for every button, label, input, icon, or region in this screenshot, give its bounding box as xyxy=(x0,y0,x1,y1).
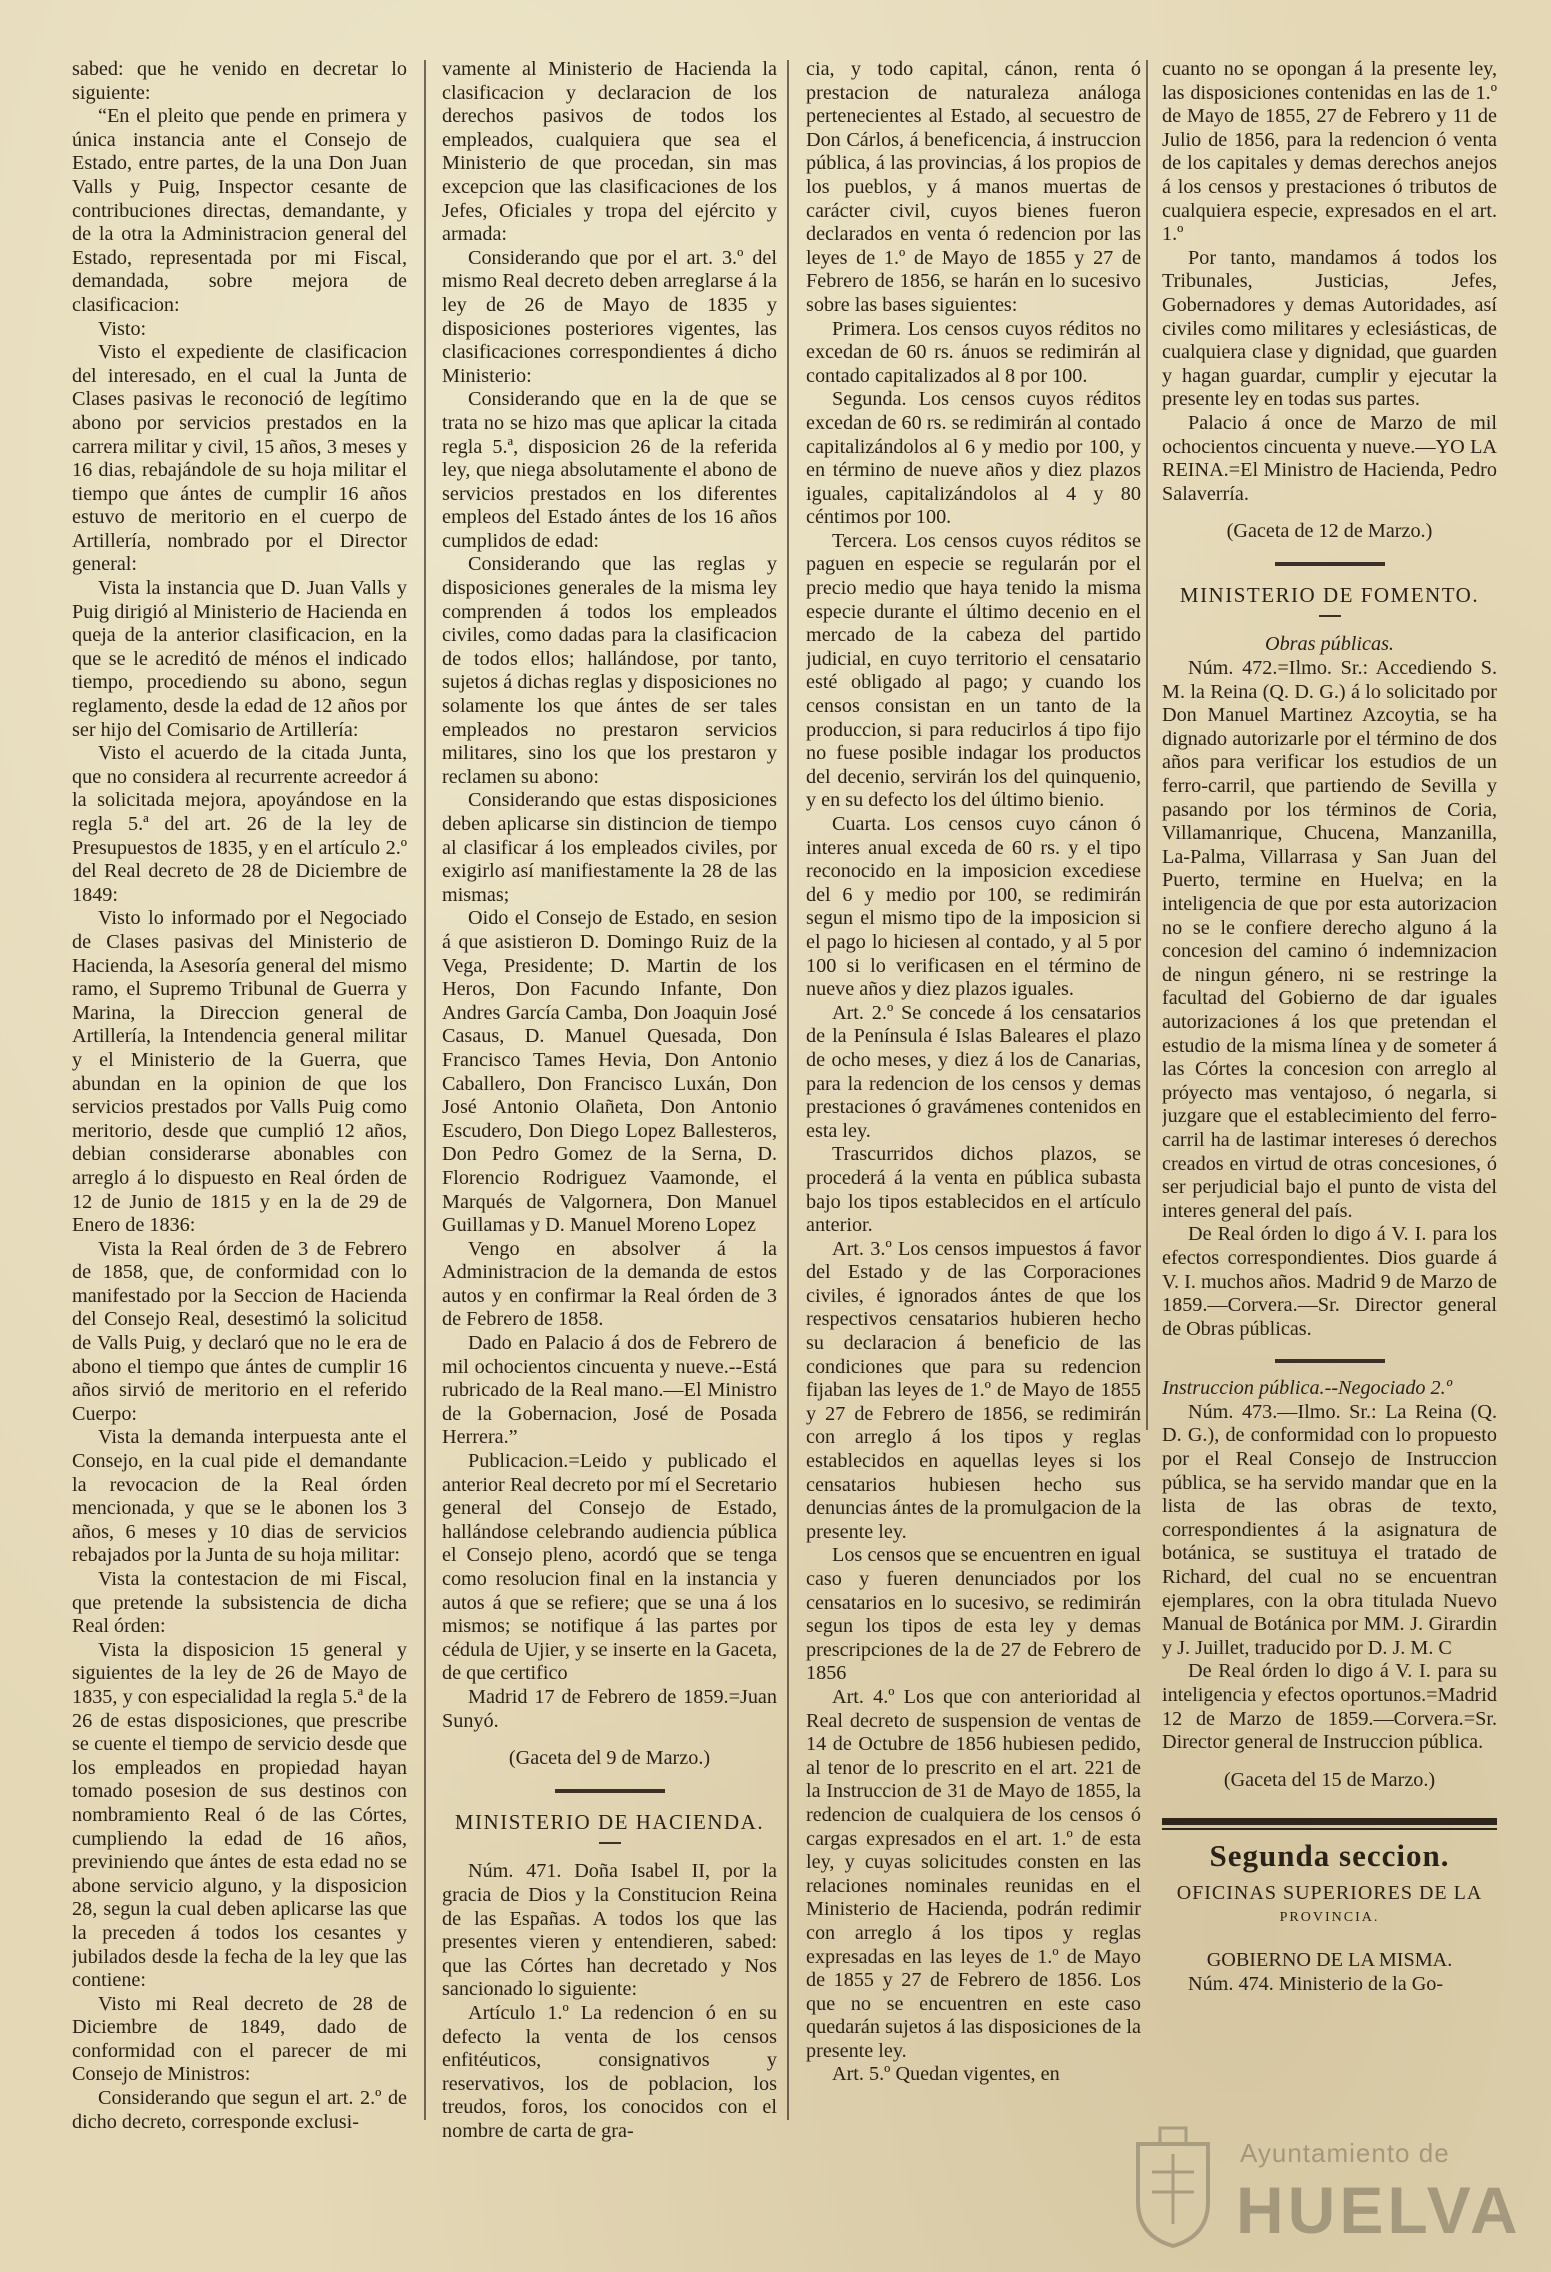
paragraph: De Real órden lo digo á V. I. para los efectos correspondientes. Dios guarde á V. I. muchos años. Madrid 9 de Marzo de 1859.—Corvera.—Sr. Director general de Obras públicas. xyxy=(1162,1223,1497,1340)
gaceta-reference: (Gaceta del 9 de Marzo.) xyxy=(508,1747,711,1770)
double-rule-thick xyxy=(1162,1818,1497,1825)
subsection-heading: Instruccion pública.--Negociado 2.º xyxy=(1162,1377,1452,1400)
paragraph: sabed: que he venido en decretar lo siguiente: xyxy=(72,58,407,104)
coat-of-arms-icon xyxy=(1130,2124,1216,2250)
paragraph: Primera. Los censos cuyos réditos no excedan de 60 rs. ánuos se redimirán al contado capitalizados al 8 por 100. xyxy=(806,317,1141,387)
column-3 xyxy=(806,58,1141,2162)
date-signature: Madrid 17 de Febrero de 1859.=Juan Sunyó. xyxy=(442,1685,777,1732)
paragraph: Cuarta. Los censos cuyo cánon ó interes anual exceda de 60 rs. y el tipo reconocido en la imposicion excediese del 6 y medio por 100, se redimirán segun el mismo tipo de la imposicion si el pago lo hiciesen al contado, y al 5 por 100 si lo verificasen en el término de nueve años y diez plazos iguales. xyxy=(806,813,1141,1001)
paragraph: Vista la disposicion 15 general y siguientes de la ley de 26 de Mayo de 1835, y con especialidad la regla 5.ª de la 26 de estas disposiciones, que prescribe se cuente el tiempo de servicio desde que los empleados en propiedad hayan tomado posesion de sus destinos con nombramiento Real ó de las Córtes, cumpliendo la edad de 16 años, previniendo que ántes de esta edad no se abone servicio alguno, y la disposicion 28, segun la cual deben aplicarse las que la preceden á todos los cesantes y jubilados desde la fecha de la ley que las contiene: xyxy=(72,1638,407,1992)
section-heading: MINISTERIO DE FOMENTO. xyxy=(1179,582,1480,607)
paragraph: Visto: xyxy=(98,317,147,340)
paragraph: Palacio á once de Marzo de mil ochocientos cincuenta y nueve.—YO LA REINA.=El Ministro de Hacienda, Pedro Salaverría. xyxy=(1162,411,1497,505)
double-rule-thin xyxy=(1162,1828,1497,1830)
column-1 xyxy=(72,58,407,2162)
paragraph: Vengo en absolver á la Administracion de la demanda de estos autos y en confirmar la Real órden de 3 de Febrero de 1858. xyxy=(442,1237,777,1331)
paragraph: Visto el expediente de clasificacion del interesado, en el cual la Junta de Clases pasivas le reconoció de legítimo abono por servicios prestados en la carrera militar y civil, 15 años, 3 meses y 16 dias, rebajándole de su hoja militar el tiempo que ántes de cumplir 16 años estuvo de meritorio en el cuerpo de Artillería, nombrado por el Director general: xyxy=(72,341,407,576)
column-rule xyxy=(424,60,426,2120)
paragraph: cuanto no se opongan á la presente ley, las disposiciones contenidas en las de 1.º de Mayo de 1855, 27 de Febrero y 11 de Julio de 1856, para la redencion ó venta de los capitales y demas derechos anejos á los censos y prestaciones ó tributos de cualquiera especie, expresados en el art. 1.º xyxy=(1162,58,1497,246)
paragraph: Segunda. Los censos cuyos réditos excedan de 60 rs. se redimirán al contado capitalizándolos al 6 y medio por 100, y en término de nueve años y diez plazos iguales, capitalizándolos al 4 y 80 céntimos por 100. xyxy=(806,388,1141,529)
paragraph: “En el pleito que pende en primera y única instancia ante el Consejo de Estado, entre partes, de la una Don Juan Valls y Puig, Inspector cesante de contribuciones directas, demandante, y de la otra la Administracion general del Estado, representada por mi Fiscal, demandada, sobre mejora de clasificacion: xyxy=(72,105,407,316)
paragraph: Por tanto, mandamos á todos los Tribunales, Justicias, Jefes, Gobernadores y demas Autoridades, así civiles como militares y eclesiásticas, de cualquiera clase y dignidad, que guarden y hagan guardar, cumplir y ejecutar la presente ley en todas sus partes. xyxy=(1162,246,1497,411)
paragraph: Art. 2.º Se concede á los censatarios de la Península é Islas Baleares el plazo de ocho meses, y diez á los de Canarias, para la redencion de los censos y demas prestaciones ó gravámenes contenidos en esta ley. xyxy=(806,1001,1141,1142)
paragraph: Visto el acuerdo de la citada Junta, que no considera al recurrente acreedor á la solicitada mejora, apoyándose en la regla 5.ª del art. 26 de la ley de Presupuestos de 1835, y en el artículo 2.º del Real decreto de 28 de Diciembre de 1849: xyxy=(72,742,407,906)
watermark-line-2: HUELVA xyxy=(1236,2173,1522,2247)
paragraph: Art. 4.º Los que con anterioridad al Real decreto de suspension de ventas de 14 de Octubre de 1856 hubiesen pedido, al tenor de lo prescrito en el art. 221 de la Instruccion de 31 de Mayo de 1855, la redencion de cualquiera de los censos ó cargas expresados en el art. 1.º de esta ley, y cuyas solicitudes consten en las relaciones nominales reunidas en el Ministerio de Hacienda, podrán redimir con arreglo á los tipos y reglas expresadas en las leyes de 1.º de Mayo de 1855 y 27 de Febrero de 1856. Los que no se encuentren en este caso quedarán sujetos á las disposiciones de la presente ley. xyxy=(806,1685,1141,2062)
column-rule xyxy=(1146,60,1148,1430)
section-divider xyxy=(1275,1359,1385,1363)
paragraph: cia, y todo capital, cánon, renta ó prestacion de naturaleza análoga pertenecientes al Estado, al secuestro de Don Cárlos, á beneficencia, á instruccion pública, á las provincias, á los propios de los pueblos, y á manos muertas de carácter civil, cuyos bienes fueron declarados en venta ó redencion por las leyes de 1.º de Mayo de 1855 y 27 de Febrero de 1856, se harán en lo sucesivo sobre las bases siguientes: xyxy=(806,58,1141,316)
paragraph: Trascurridos dichos plazos, se procederá á la venta en pública subasta bajo los tipos establecidos en el artículo anterior. xyxy=(806,1143,1141,1237)
government-heading: GOBIERNO DE LA MISMA. xyxy=(1206,1949,1453,1972)
paragraph: Art. 5.º Quedan vigentes, en xyxy=(832,2063,1060,2086)
paragraph: Núm. 471. Doña Isabel II, por la gracia de Dios y la Constitucion Reina de las Españas. A todos los que las presentes vieren y entendieren, sabed: que las Córtes han decretado y Nos sancionado lo siguiente: xyxy=(442,1860,777,2001)
gaceta-reference: (Gaceta del 15 de Marzo.) xyxy=(1223,1768,1436,1791)
paragraph: Vista la instancia que D. Juan Valls y Puig dirigió al Ministerio de Hacienda en queja de la anterior clasificacion, en la que se le acreditó de ménos el indicado tiempo, procediendo su abono, segun reglamento, desde la edad de 12 años por ser hijo del Comisario de Artillería: xyxy=(72,577,407,741)
paragraph: Visto lo informado por el Negociado de Clases pasivas del Ministerio de Hacienda, la Asesoría general del mismo ramo, el Supremo Tribunal de Guerra y Marina, la Direccion general de Artillería, la Intendencia general militar y el Ministerio de la Guerra, que abundan en la opinion de que los servicios prestados por Valls Puig como meritorio, desde que cumplió 12 años, debian considerarse abonables con arreglo á lo dispuesto en Real órden de 12 de Junio de 1815 y en la de 29 de Enero de 1836: xyxy=(72,907,407,1237)
paragraph: Vista la contestacion de mi Fiscal, que pretende la subsistencia de dicha Real órden: xyxy=(72,1568,407,1638)
paragraph: Visto mi Real decreto de 28 de Diciembre de 1849, dado de conformidad con el parecer de mi Consejo de Ministros: xyxy=(72,1992,407,2086)
section-title: Segunda seccion. xyxy=(1209,1838,1450,1874)
paragraph: Núm. 474. Ministerio de la Go- xyxy=(1188,1972,1444,1995)
section-divider xyxy=(555,1789,665,1793)
offices-heading: OFICINAS SUPERIORES DE LA xyxy=(1176,1881,1483,1904)
paragraph: Vista la demanda interpuesta ante el Consejo, en la cual pide el demandante la revocacion de la Real órden mencionada, y que se le abonen los 3 años, 6 meses y 10 dias de servicios rebajados por la Junta de su hoja militar: xyxy=(72,1426,407,1567)
column-4 xyxy=(1162,58,1497,2162)
paragraph: Vista la Real órden de 3 de Febrero de 1858, que, de conformidad con lo manifestado por la Seccion de Hacienda del Consejo Real, desestimó la solicitud de Valls Puig, y declaró que no le era de abono el tiempo que ántes de cumplir 16 años sirvió de meritorio en el referido Cuerpo: xyxy=(72,1237,407,1425)
paragraph: Dado en Palacio á dos de Febrero de mil ochocientos cincuenta y nueve.--Está rubricado de la Real mano.—El Ministro de la Gobernacion, José de Posada Herrera.” xyxy=(442,1332,777,1449)
heading-underline xyxy=(1319,615,1341,617)
paragraph: vamente al Ministerio de Hacienda la clasificacion y declaracion de los derechos pasivos de todos los empleados, cualquiera que sea el Ministerio de que procedan, sin mas excepcion que las clasificaciones de los Jefes, Oficiales y tropa del ejército y armada: xyxy=(442,58,777,246)
offices-subheading: PROVINCIA. xyxy=(1279,1909,1380,1925)
paragraph: Tercera. Los censos cuyos réditos se paguen en especie se regularán por el precio medio que haya tenido la misma especie durante el último decenio en el mercado de la cabeza del partido judicial, en cuyo territorio el censatario esté obligado al pago; y cuando los censos consistan en un tanto de la produccion, si para reducirlos á tipo fijo no fuese posible indagar los productos del decenio, servirán los del quinquenio, y en su defecto los del último bienio. xyxy=(806,529,1141,812)
subsection-heading: Obras públicas. xyxy=(1265,633,1394,656)
paragraph: Artículo 1.º La redencion ó en su defecto la venta de los censos enfitéuticos, consignativos y reservativos, los de poblacion, los treudos, foros, los conocidos con el nombre de carta de gra- xyxy=(442,2001,777,2142)
paragraph: Los censos que se encuentren en igual caso y fueren denunciados por los censatarios en lo sucesivo, se redimirán segun los tipos de esta ley y demas prescripciones de la de 27 de Febrero de 1856 xyxy=(806,1544,1141,1685)
paragraph: Núm. 472.=Ilmo. Sr.: Accediendo S. M. la Reina (Q. D. G.) á lo solicitado por Don Manuel Martinez Azcoytia, se ha dignado autorizarle por el término de dos años para verificar los estudios de un ferro-carril, que partiendo de Sevilla y pasando por los términos de Coria, Villamanrique, Chucena, Manzanilla, La-Palma, Villarrasa y San Juan del Puerto, termine en Huelva; en la inteligencia de que por esta autorizacion no se le confiere derecho alguno á la concesion del camino ó indemnizacion de ningun género, ni se restringe la facultad del Gobierno de dar iguales autorizaciones á los que pretendan el estudio de la misma línea y de someter á las Córtes la concesion con arreglo al próyecto mas ventajoso, ó negarla, si juzgare que el establecimiento del ferro-carril ha de lastimar intereses ó derechos creados en virtud de otras concesiones, ó ser perjudicial bajo el punto de vista del interes general del país. xyxy=(1162,657,1497,1222)
column-2 xyxy=(442,58,777,2162)
column-rule xyxy=(787,60,789,2120)
paragraph: Considerando que segun el art. 2.º de dicho decreto, corresponde exclusi- xyxy=(72,2087,407,2133)
archive-watermark xyxy=(1130,2120,1522,2260)
paragraph: Considerando que las reglas y disposiciones generales de la misma ley comprenden á todos los empleados civiles, como dadas para la clasificacion de todos ellos; hallándose, por tanto, sujetos á dichas reglas y disposiciones no solamente los que ántes de ser tales empleados no prestaron servicios militares, sino los que los prestaron y reclamen su abono: xyxy=(442,553,777,788)
paragraph: Oido el Consejo de Estado, en sesion á que asistieron D. Domingo Ruiz de la Vega, Presidente; D. Martin de los Heros, Don Facundo Infante, Don Andres García Camba, Don Joaquin José Casaus, D. Manuel Quesada, Don Francisco Tames Hevia, Don Antonio Caballero, Don Francisco Luxán, Don José Antonio Olañeta, Don Antonio Escudero, Don Diego Lopez Ballesteros, Don Pedro Gomez de la Serna, D. Florencio Rodriguez Vaamonde, el Marqués de Valgornera, Don Manuel Guillamas y D. Manuel Moreno Lopez xyxy=(442,907,777,1237)
section-heading: MINISTERIO DE HACIENDA. xyxy=(454,1809,765,1834)
paragraph: Considerando que en la de que se trata no se hizo mas que aplicar la citada regla 5.ª, disposicion 26 de la referida ley, que niega absolutamente el abono de servicios prestados en los diferentes empleos del Estado ántes de los 16 años cumplidos de edad: xyxy=(442,388,777,552)
paragraph: De Real órden lo digo á V. I. para su inteligencia y efectos oportunos.=Madrid 12 de Marzo de 1859.—Corvera.=Sr. Director general de Instruccion pública. xyxy=(1162,1660,1497,1754)
paragraph: Núm. 473.—Ilmo. Sr.: La Reina (Q. D. G.), de conformidad con lo propuesto por el Real Consejo de Instruccion pública, se ha servido mandar que en la lista de las obras de texto, correspondientes á la asignatura de botánica, se sustituya el tratado de Richard, del cual no se encuentran ejemplares, con la obra titulada Nuevo Manual de Botánica por MM. J. Girardin y J. Juillet, traducido por D. J. M. C xyxy=(1162,1400,1497,1659)
paragraph: Art. 3.º Los censos impuestos á favor del Estado y de las Corporaciones civiles, é ignorados ántes de que los respectivos censatarios hubieren hecho su declaracion á beneficio de las condiciones que para su redencion fijaban las leyes de 1.º de Mayo de 1855 y 27 de Febrero de 1856, se redimirán con arreglo á los tipos y reglas establecidos en aquellas leyes si los censatarios hubiesen hecho sus denuncias ántes de la promulgacion de la presente ley. xyxy=(806,1237,1141,1543)
section-divider xyxy=(1275,562,1385,566)
paragraph: Considerando que por el art. 3.º del mismo Real decreto deben arreglarse á la ley de 26 de Mayo de 1835 y disposiciones posteriores vigentes, las clasificaciones correspondientes á dicho Ministerio: xyxy=(442,246,777,387)
paragraph: Considerando que estas disposiciones deben aplicarse sin distincion de tiempo al clasificar á los empleados civiles, por exigirlo así manifiestamente la 28 de las mismas; xyxy=(442,789,777,906)
gaceta-reference: (Gaceta de 12 de Marzo.) xyxy=(1226,520,1433,543)
paragraph: Publicacion.=Leido y publicado el anterior Real decreto por mí el Secretario general del Consejo de Estado, hallándose celebrando audiencia pública el Consejo pleno, acordó que se tenga como resolucion final en la instancia y autos á que se refiere; que se una á los mismos; se notifique á las partes por cédula de Ujier, y se inserte en la Gaceta, de que certifico xyxy=(442,1450,777,1685)
heading-underline xyxy=(599,1842,621,1844)
watermark-line-1: Ayuntamiento de xyxy=(1240,2138,1450,2168)
